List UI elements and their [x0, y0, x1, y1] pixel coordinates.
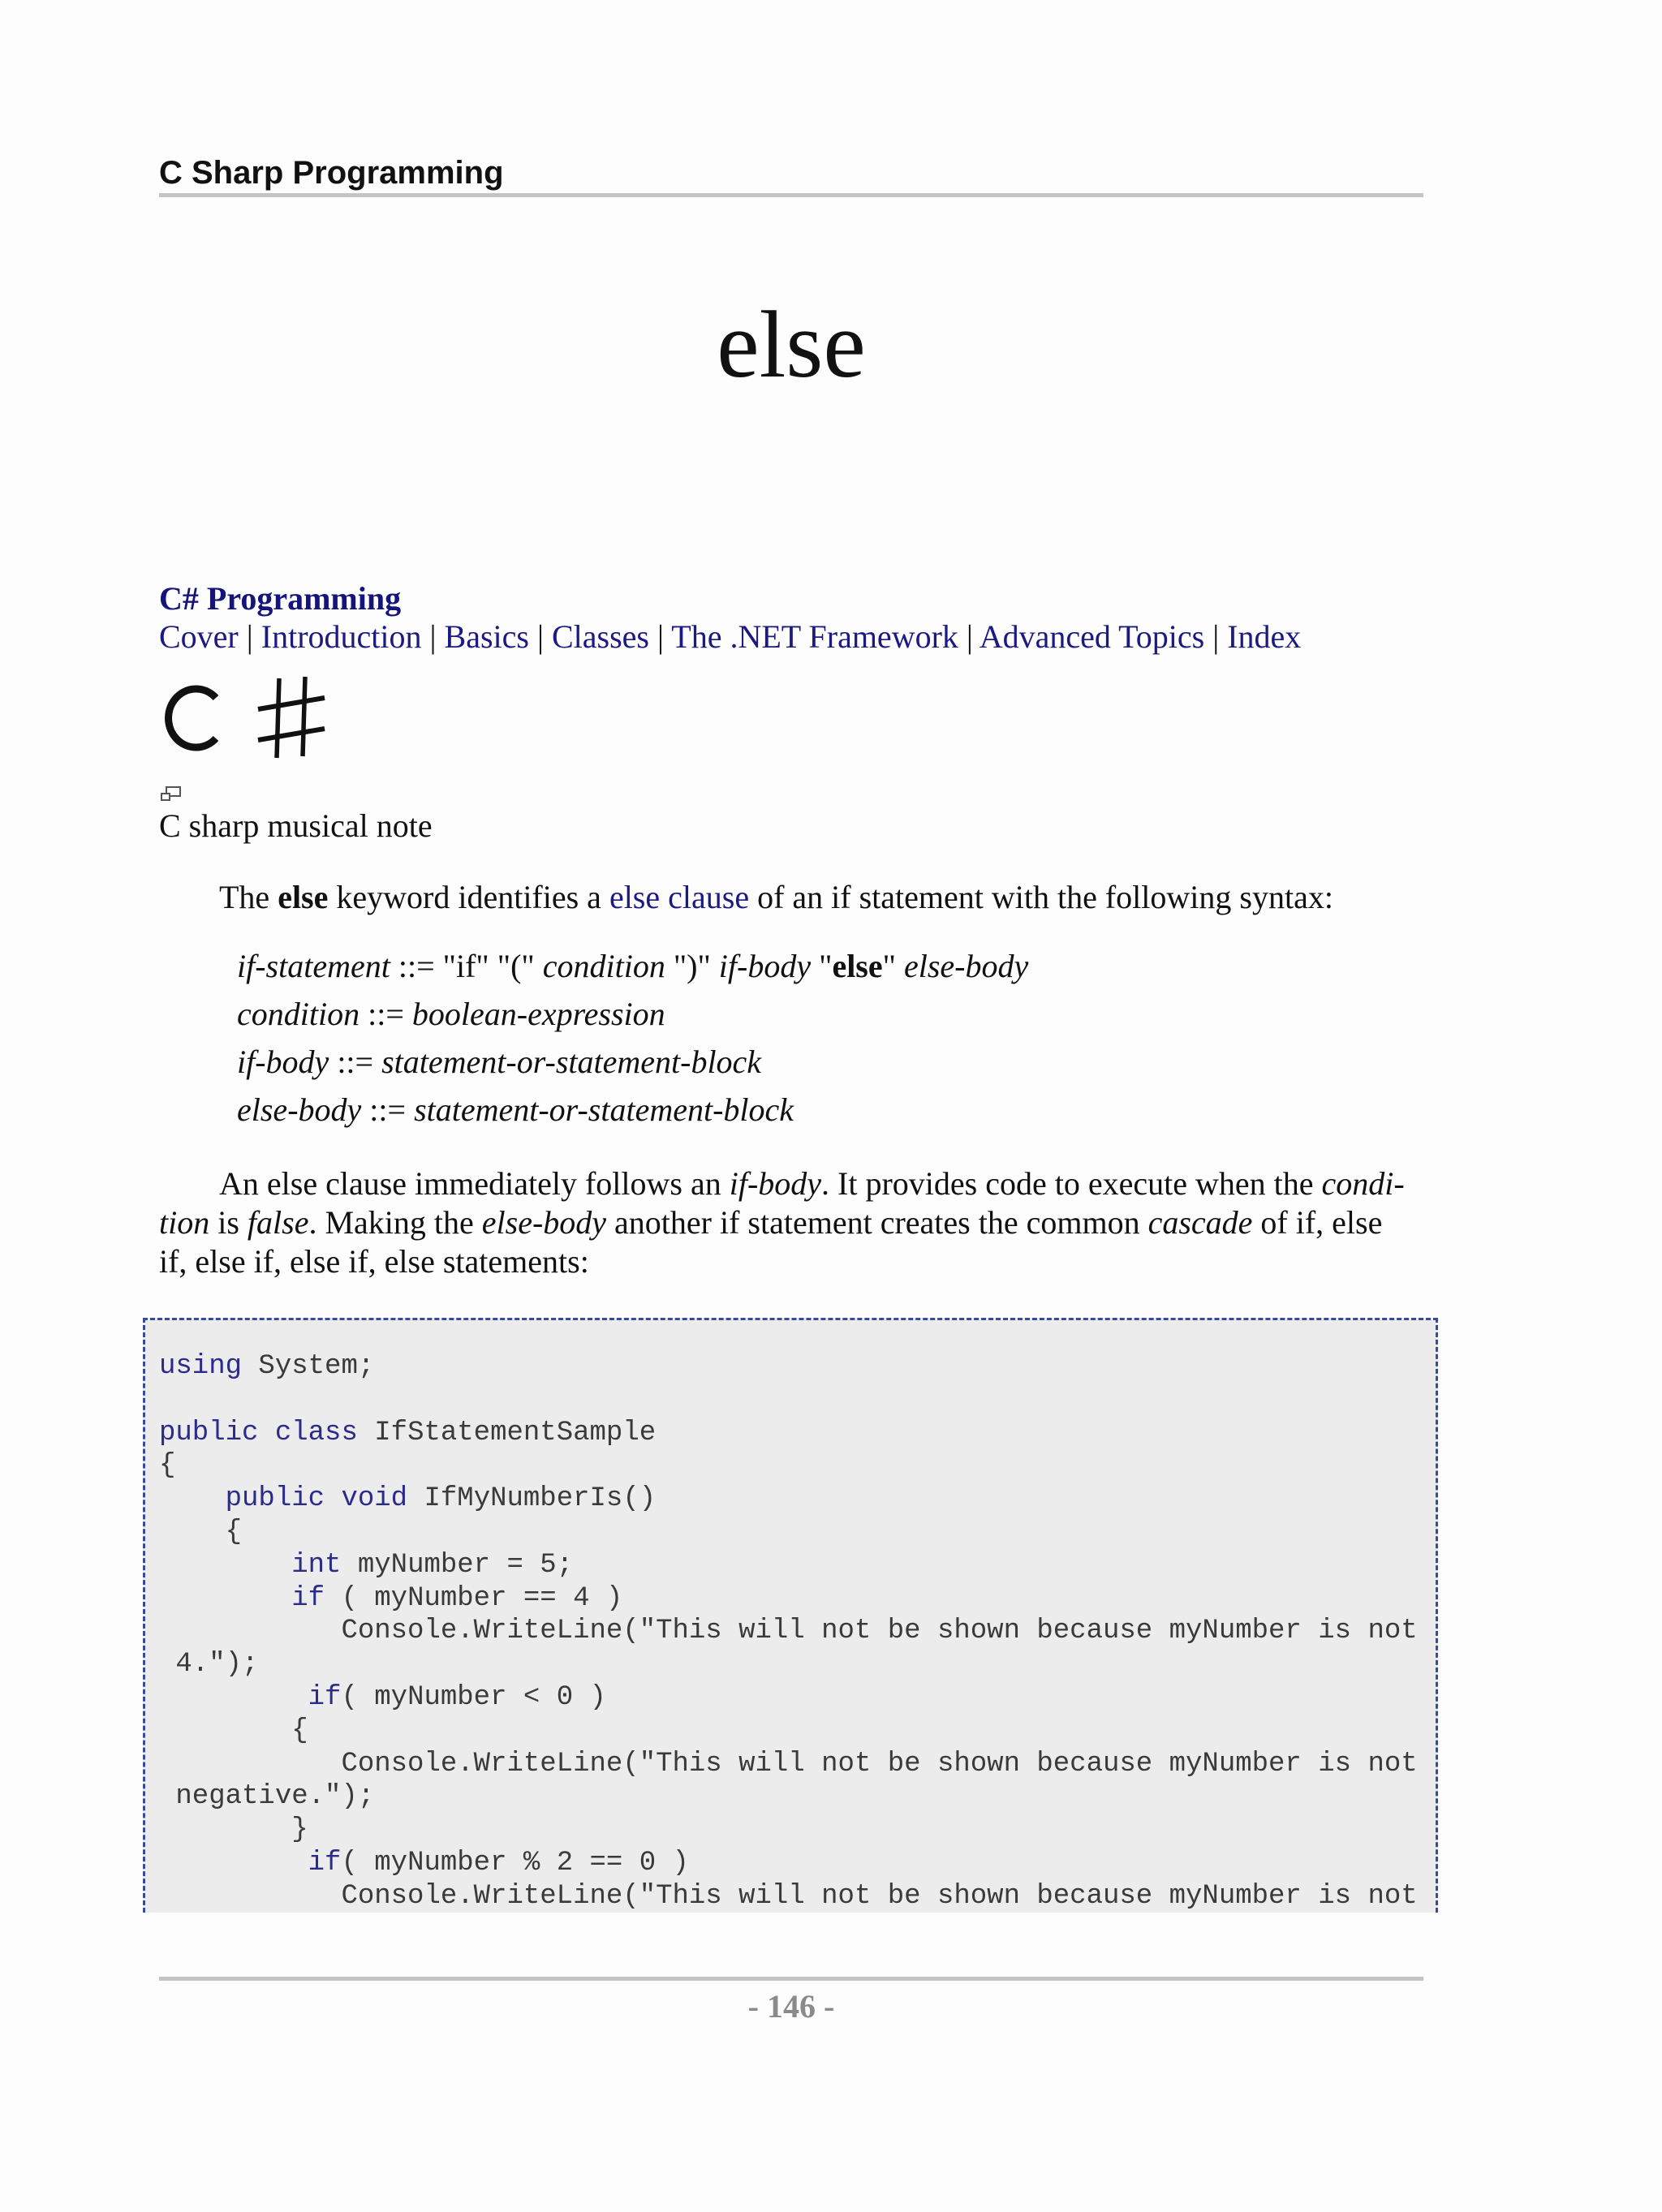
- code-keyword: using: [159, 1351, 243, 1382]
- text: of if, else: [1252, 1204, 1383, 1241]
- code-listing: [159, 1350, 1418, 1913]
- grammar-term: statement-or-statement-block: [381, 1044, 762, 1080]
- text: An else clause immediately follows an: [219, 1165, 730, 1202]
- code-keyword: void: [341, 1483, 408, 1515]
- text: is: [209, 1204, 248, 1241]
- grammar-text: ::=: [329, 1044, 382, 1080]
- grammar-text: ::=: [361, 1091, 415, 1128]
- grammar-term: if-statement: [237, 948, 390, 984]
- nav-separator: |: [648, 618, 672, 655]
- code-text: {: [225, 1516, 243, 1547]
- nav-separator: |: [421, 618, 445, 655]
- grammar-text: ")": [665, 948, 719, 984]
- code-text: {: [159, 1450, 176, 1482]
- grammar-rule-if-body: [237, 1042, 761, 1082]
- code-text: negative.");: [159, 1781, 375, 1813]
- code-keyword: if: [308, 1681, 342, 1713]
- nav-link-index[interactable]: Index: [1227, 618, 1302, 655]
- explanation-line: [159, 1242, 1423, 1281]
- term: tion: [159, 1204, 210, 1241]
- csharp-logo: [157, 673, 329, 761]
- term: condi-: [1321, 1165, 1405, 1202]
- term: if-body: [729, 1165, 822, 1202]
- enlarge-icon[interactable]: [160, 785, 183, 803]
- code-keyword: int: [291, 1549, 342, 1581]
- grammar-term: else-body: [903, 948, 1029, 984]
- nav-link-introduction[interactable]: Introduction: [260, 618, 422, 655]
- grammar-term: statement-or-statement-block: [414, 1091, 794, 1128]
- code-text: ( myNumber % 2 == 0 ): [341, 1847, 689, 1878]
- book-nav-title[interactable]: C# Programming: [159, 580, 402, 617]
- nav-link-dotnet-framework[interactable]: The .NET Framework: [671, 618, 958, 655]
- code-keyword: public: [159, 1417, 259, 1448]
- code-text: }: [291, 1814, 308, 1846]
- grammar-text: ": [811, 948, 833, 984]
- grammar-term: else-body: [237, 1091, 362, 1128]
- nav-separator: |: [528, 618, 552, 655]
- grammar-term: if-body: [718, 948, 812, 984]
- nav-link-advanced-topics[interactable]: Advanced Topics: [979, 618, 1205, 655]
- code-text: Console.WriteLine("This will not be shown because myNumber is not: [341, 1748, 1418, 1779]
- else-clause-link[interactable]: else clause: [609, 879, 750, 915]
- code-text: 4.");: [159, 1649, 259, 1681]
- intro-text: The: [219, 879, 278, 915]
- grammar-rule-else-body: [237, 1090, 794, 1130]
- page-number: - 146 -: [747, 1988, 835, 2025]
- code-text: System;: [242, 1351, 375, 1382]
- grammar-term: condition: [542, 948, 665, 984]
- term: cascade: [1147, 1204, 1253, 1241]
- footer-rule: [159, 1977, 1423, 1981]
- code-text: ( myNumber == 4 ): [325, 1582, 623, 1614]
- code-text: Console.WriteLine("This will not be shown because myNumber is not: [341, 1616, 1418, 1647]
- nav-link-cover[interactable]: Cover: [159, 618, 239, 655]
- else-keyword: else: [278, 879, 329, 915]
- code-keyword: if: [291, 1582, 325, 1614]
- nav-link-classes[interactable]: Classes: [551, 618, 649, 655]
- term: false: [247, 1204, 309, 1241]
- running-header-title: C Sharp Programming: [159, 155, 504, 191]
- code-keyword: if: [308, 1847, 342, 1878]
- nav-separator: |: [1204, 618, 1228, 655]
- intro-text: keyword identifies a: [328, 879, 609, 915]
- grammar-text: ::= "if" "(": [390, 948, 543, 984]
- nav-link-basics[interactable]: Basics: [444, 618, 529, 655]
- text: . Making the: [308, 1204, 482, 1241]
- grammar-rule-condition: [237, 994, 665, 1035]
- nav-separator: |: [238, 618, 261, 655]
- explanation-line: [159, 1164, 1423, 1203]
- header-rule: [159, 193, 1423, 197]
- code-text: IfStatementSample: [357, 1417, 657, 1448]
- code-text: ( myNumber < 0 ): [341, 1681, 606, 1713]
- code-keyword: class: [274, 1417, 358, 1448]
- text: if, else if, else if, else statements:: [159, 1243, 589, 1280]
- explanation-paragraph: [159, 1164, 1423, 1281]
- grammar-rule-if-statement: [237, 946, 1028, 987]
- explanation-line: [159, 1203, 1423, 1242]
- term: else-body: [481, 1204, 607, 1241]
- figure-caption: C sharp musical note: [159, 807, 433, 844]
- code-text: myNumber = 5;: [341, 1549, 574, 1581]
- intro-text: of an if statement with the following syntax:: [749, 879, 1333, 915]
- code-text: IfMyNumberIs(): [407, 1483, 657, 1515]
- grammar-term: if-body: [237, 1044, 329, 1080]
- text: . It provides code to execute when the: [821, 1165, 1322, 1202]
- grammar-text: ": [882, 948, 904, 984]
- book-nav-links: [159, 617, 1301, 657]
- code-keyword: public: [225, 1483, 325, 1515]
- nav-separator: |: [958, 618, 980, 655]
- code-text: {: [291, 1715, 308, 1746]
- page-title: else: [717, 291, 866, 398]
- grammar-term: boolean-expression: [411, 996, 665, 1032]
- code-block: [143, 1318, 1438, 1913]
- intro-paragraph: [219, 878, 1333, 917]
- grammar-term: condition: [237, 996, 360, 1032]
- code-text: Console.WriteLine("This will not be shown because myNumber is not: [341, 1880, 1418, 1912]
- text: another if statement creates the common: [606, 1204, 1148, 1241]
- grammar-keyword: else: [832, 948, 883, 984]
- grammar-text: ::=: [360, 996, 412, 1032]
